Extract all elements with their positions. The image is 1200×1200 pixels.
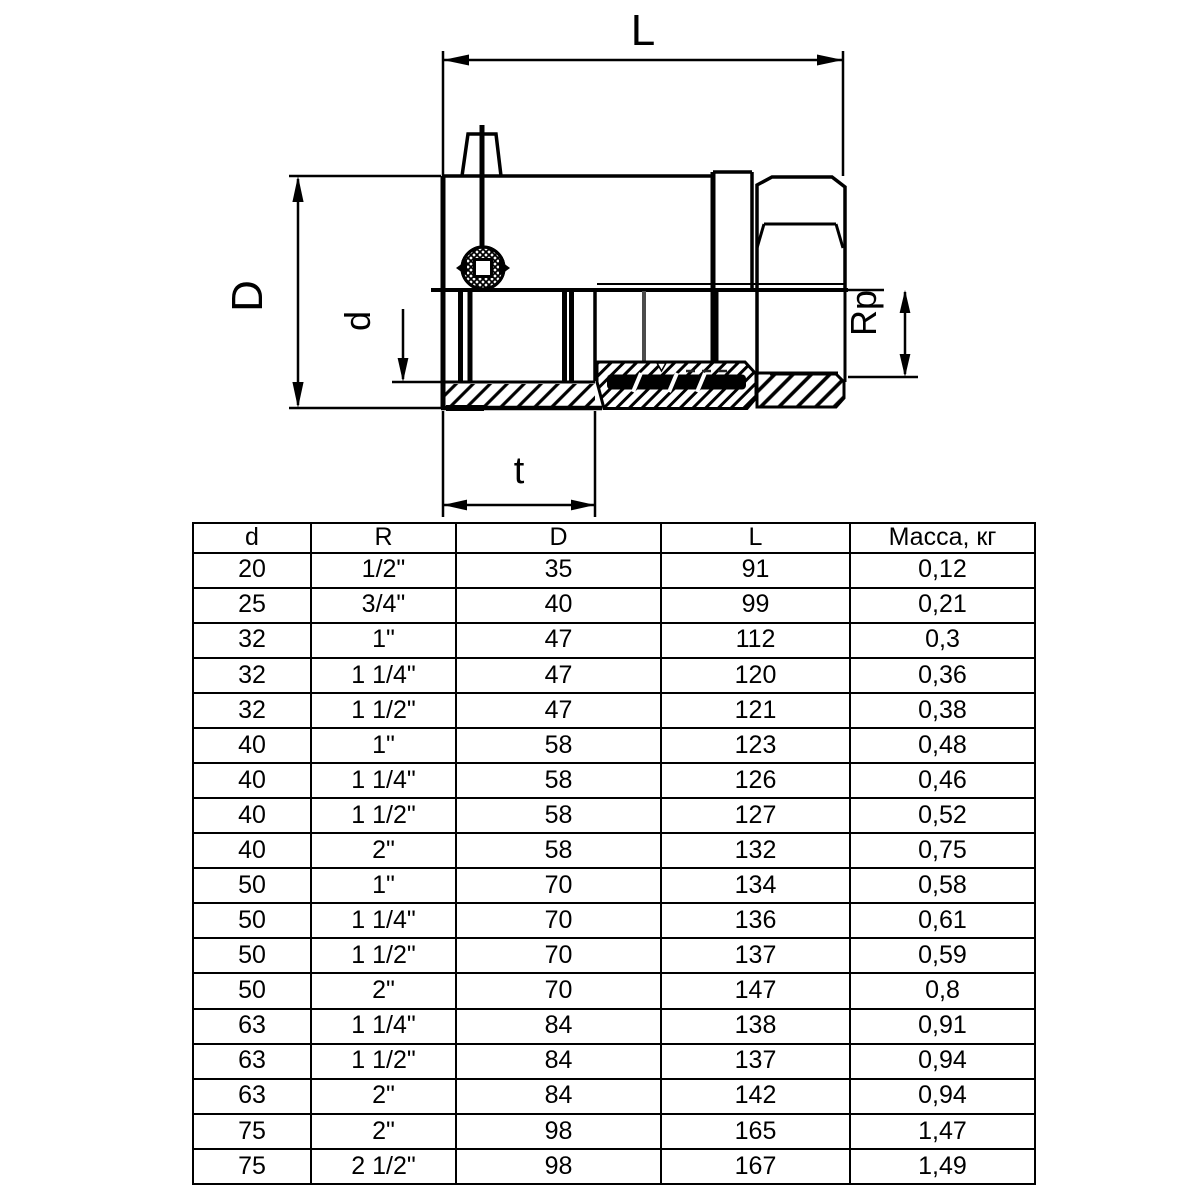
- table-cell: 50: [193, 973, 311, 1008]
- table-cell: 0,94: [850, 1079, 1035, 1114]
- table-row: [193, 798, 1035, 833]
- table-cell: 1,49: [850, 1149, 1035, 1184]
- table-cell: 0,94: [850, 1044, 1035, 1079]
- table-cell: 58: [456, 798, 661, 833]
- table-row: [193, 728, 1035, 763]
- coil-winding-bars: [461, 291, 572, 381]
- table-cell: 0,52: [850, 798, 1035, 833]
- table-cell: 47: [456, 658, 661, 693]
- dim-label-t: t: [513, 450, 525, 492]
- table-cell: 32: [193, 693, 311, 728]
- table-cell: 99: [661, 588, 850, 623]
- table-row: [193, 693, 1035, 728]
- table-cell: 47: [456, 623, 661, 658]
- table-cell: 0,75: [850, 833, 1035, 868]
- dimension-t: [443, 411, 595, 517]
- table-cell: 1 1/2": [311, 798, 456, 833]
- table-cell: 134: [661, 868, 850, 903]
- table-cell: 1 1/4": [311, 763, 456, 798]
- table-cell: 2": [311, 833, 456, 868]
- table-cell: 1 1/2": [311, 938, 456, 973]
- table-cell: 132: [661, 833, 850, 868]
- table-cell: 142: [661, 1079, 850, 1114]
- table-cell: 40: [193, 798, 311, 833]
- table-cell: 138: [661, 1009, 850, 1044]
- table-cell: 1 1/2": [311, 1044, 456, 1079]
- table-row: [193, 588, 1035, 623]
- dimension-D: [223, 176, 441, 408]
- table-cell: 0,48: [850, 728, 1035, 763]
- table-cell: 137: [661, 938, 850, 973]
- table-cell: 165: [661, 1114, 850, 1149]
- table-cell: 167: [661, 1149, 850, 1184]
- table-row: [193, 1044, 1035, 1079]
- spec-table-body: [193, 553, 1035, 1185]
- hex-nut-outline: [757, 177, 845, 290]
- table-cell: 2": [311, 1114, 456, 1149]
- bottom-lip: [446, 405, 484, 411]
- table-row: [193, 938, 1035, 973]
- column-header-1: R: [311, 523, 456, 553]
- table-cell: 58: [456, 763, 661, 798]
- table-cell: 40: [193, 728, 311, 763]
- table-cell: 35: [456, 553, 661, 588]
- coil-symbol: [456, 247, 510, 289]
- table-cell: 0,38: [850, 693, 1035, 728]
- table-cell: 40: [193, 833, 311, 868]
- table-row: [193, 868, 1035, 903]
- table-cell: 1 1/4": [311, 658, 456, 693]
- table-cell: 1 1/4": [311, 1009, 456, 1044]
- table-cell: 2 1/2": [311, 1149, 456, 1184]
- fitting-drawing-svg: [0, 0, 1200, 522]
- dimension-Rp: [843, 290, 918, 377]
- column-header-0: d: [193, 523, 311, 553]
- table-cell: 0,46: [850, 763, 1035, 798]
- column-header-2: D: [456, 523, 661, 553]
- pe-wall-hatch: [443, 384, 595, 407]
- table-cell: 2": [311, 1079, 456, 1114]
- table-cell: 147: [661, 973, 850, 1008]
- table-cell: 84: [456, 1009, 661, 1044]
- table-cell: 70: [456, 903, 661, 938]
- table-cell: 75: [193, 1114, 311, 1149]
- table-cell: 58: [456, 833, 661, 868]
- table-cell: 136: [661, 903, 850, 938]
- column-header-3: L: [661, 523, 850, 553]
- table-row: [193, 623, 1035, 658]
- dim-label-D: D: [223, 280, 272, 312]
- dimension-L: [443, 6, 843, 176]
- table-cell: 0,3: [850, 623, 1035, 658]
- table-cell: 70: [456, 938, 661, 973]
- fitting-body: [431, 125, 848, 411]
- table-cell: 84: [456, 1044, 661, 1079]
- table-cell: 84: [456, 1079, 661, 1114]
- table-cell: 112: [661, 623, 850, 658]
- table-cell: 70: [456, 868, 661, 903]
- table-cell: 98: [456, 1114, 661, 1149]
- dimension-d: [337, 309, 441, 382]
- table-row: [193, 763, 1035, 798]
- table-row: [193, 1079, 1035, 1114]
- table-row: [193, 833, 1035, 868]
- table-cell: 32: [193, 623, 311, 658]
- table-cell: 58: [456, 728, 661, 763]
- table-cell: 91: [661, 553, 850, 588]
- table-cell: 25: [193, 588, 311, 623]
- table-row: [193, 903, 1035, 938]
- table-cell: 0,12: [850, 553, 1035, 588]
- table-cell: 121: [661, 693, 850, 728]
- table-cell: 47: [456, 693, 661, 728]
- table-cell: 1,47: [850, 1114, 1035, 1149]
- table-row: [193, 553, 1035, 588]
- table-cell: 40: [193, 763, 311, 798]
- dim-label-d: d: [337, 310, 378, 332]
- table-cell: 1": [311, 623, 456, 658]
- table-cell: 1 1/4": [311, 903, 456, 938]
- dim-label-Rp: Rp: [843, 289, 884, 337]
- table-cell: 0,61: [850, 903, 1035, 938]
- table-cell: 63: [193, 1079, 311, 1114]
- table-cell: 63: [193, 1044, 311, 1079]
- table-cell: 137: [661, 1044, 850, 1079]
- table-cell: 40: [456, 588, 661, 623]
- table-row: [193, 973, 1035, 1008]
- table-row: [193, 1009, 1035, 1044]
- table-cell: 63: [193, 1009, 311, 1044]
- table-row: [193, 1114, 1035, 1149]
- table-row: [193, 1149, 1035, 1184]
- table-cell: 0,8: [850, 973, 1035, 1008]
- table-cell: 50: [193, 903, 311, 938]
- table-cell: 50: [193, 868, 311, 903]
- dim-label-L: L: [630, 6, 656, 55]
- table-row: [193, 658, 1035, 693]
- dimensions: [223, 6, 918, 517]
- table-cell: 98: [456, 1149, 661, 1184]
- table-cell: 0,36: [850, 658, 1035, 693]
- hex-chamfer-right: [836, 224, 843, 248]
- table-cell: 0,21: [850, 588, 1035, 623]
- table-cell: 120: [661, 658, 850, 693]
- table-cell: 20: [193, 553, 311, 588]
- table-cell: 75: [193, 1149, 311, 1184]
- table-cell: 1 1/2": [311, 693, 456, 728]
- table-cell: 3/4": [311, 588, 456, 623]
- table-cell: 50: [193, 938, 311, 973]
- table-cell: 1/2": [311, 553, 456, 588]
- spec-table: [192, 522, 1036, 1185]
- table-cell: 0,91: [850, 1009, 1035, 1044]
- table-cell: 127: [661, 798, 850, 833]
- column-header-4: Масса, кг: [850, 523, 1035, 553]
- table-cell: 123: [661, 728, 850, 763]
- table-cell: 1": [311, 728, 456, 763]
- table-cell: 126: [661, 763, 850, 798]
- table-cell: 2": [311, 973, 456, 1008]
- table-cell: 70: [456, 973, 661, 1008]
- table-cell: 1": [311, 868, 456, 903]
- spec-table-header-row: [193, 523, 1035, 553]
- table-cell: 32: [193, 658, 311, 693]
- table-cell: 0,59: [850, 938, 1035, 973]
- table-cell: 0,58: [850, 868, 1035, 903]
- hex-section-hatch: [757, 373, 844, 407]
